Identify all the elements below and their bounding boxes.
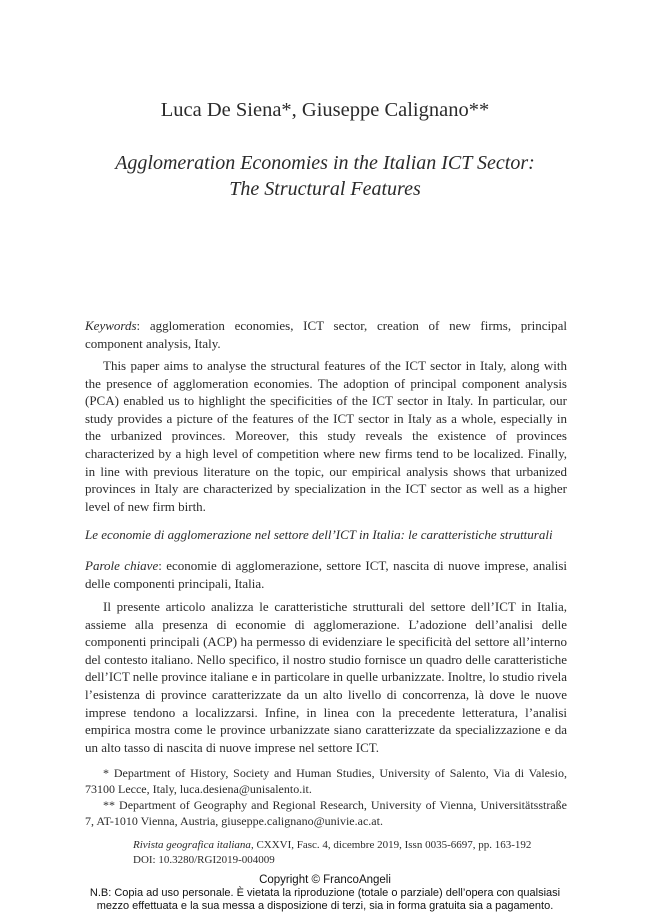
journal-details: , CXXVI, Fasc. 4, dicembre 2019, Issn 0035-6697, pp. 163-192 — [250, 839, 532, 851]
article-title-line-2: The Structural Features — [229, 178, 421, 200]
footnote-1: * Department of History, Society and Human Studies, University of Salento, Via di Valesio, 73100 Lecce, Italy, luca.desiena@unisalento.it. — [85, 766, 567, 796]
usage-notice-line-1: N.B: Copia ad uso personale. È vietata la riproduzione (totale o parziale) dell’opera con qualsiasi — [89, 887, 561, 899]
article-title — [0, 150, 650, 202]
authors: Luca De Siena*, Giuseppe Calignano** — [160, 99, 490, 121]
doi: DOI: 10.3280/RGI2019-004009 — [133, 854, 275, 866]
copyright-notice: Copyright © FrancoAngeli — [259, 874, 391, 886]
italian-abstract-text: Il presente articolo analizza le caratteristiche strutturali del settore dell’ICT in Italia, assieme alla presenza di economie di agglomerazione. L’adozione dell’analisi delle componenti principali (ACP) ha permesso di evidenziare le specificità del settore all’interno del contesto italiano. Nello specifico, il nostro studio fornisce un quadro delle caratteristiche dell’ICT nelle province italiane e in particolare in quelle urbanizzate. Inoltre, lo studio rivela l’esistenza di province caratterizzate da un alto livello di concorrenza, là dove le nuove imprese tendono a localizzarsi. Infine, in linea con la precedente letteratura, l’analisi empirica mostra come le province urbanizzate siano caratterizzate da specializzazione e da un alto tasso di nascita di nuove imprese nel settore ICT. — [85, 599, 567, 755]
parole-chiave-label: Parole chiave — [85, 558, 159, 573]
publication-info — [133, 838, 531, 868]
english-abstract — [85, 357, 567, 515]
parole-chiave-text: : economie di agglomerazione, settore ICT, nascita di nuove imprese, analisi delle componenti principali, Italia. — [85, 558, 567, 591]
italian-title-block — [85, 526, 567, 544]
journal-name: Rivista geografica italiana — [133, 839, 251, 851]
usage-notice-line-2: mezzo effettuata e la sua messa a disposizione di terzi, sia in forma gratuita sia a pagamento. — [96, 900, 554, 912]
italian-title: Le economie di agglomerazione nel settore dell’ICT in Italia: le caratteristiche strutturali — [85, 527, 553, 542]
footnote-2: ** Department of Geography and Regional Research, University of Vienna, Universitätsstraße 7, AT-1010 Vienna, Austria, giuseppe.calignano@univie.ac.at. — [85, 798, 567, 828]
article-title-line-1: Agglomeration Economies in the Italian ICT Sector: — [115, 152, 535, 174]
english-abstract-text: This paper aims to analyse the structural features of the ICT sector in Italy, along with the presence of agglomeration economies. The adoption of principal component analysis (PCA) enabled us to highlight the specificities of the ICT sector in Italy. In particular, our study provides a picture of the features of the ICT sector in Italy as a whole, especially in the urbanized provinces. Moreover, this study reveals the existence of provinces characterized by a high level of competition where new firms tend to be localized. Finally, in line with previous literature on the topic, our empirical analysis shows that urbanized provinces in Italy are characterized by specialization in the ICT sector as well as a higher level of new firm birth. — [85, 358, 567, 514]
english-keywords — [85, 317, 567, 352]
usage-notice — [0, 887, 650, 913]
italian-keywords — [85, 557, 567, 592]
keywords-label: Keywords — [85, 318, 137, 333]
italian-abstract — [85, 598, 567, 756]
keywords-text: : agglomeration economies, ICT sector, creation of new firms, principal component analysis, Italy. — [85, 318, 567, 351]
footnotes — [85, 765, 567, 829]
